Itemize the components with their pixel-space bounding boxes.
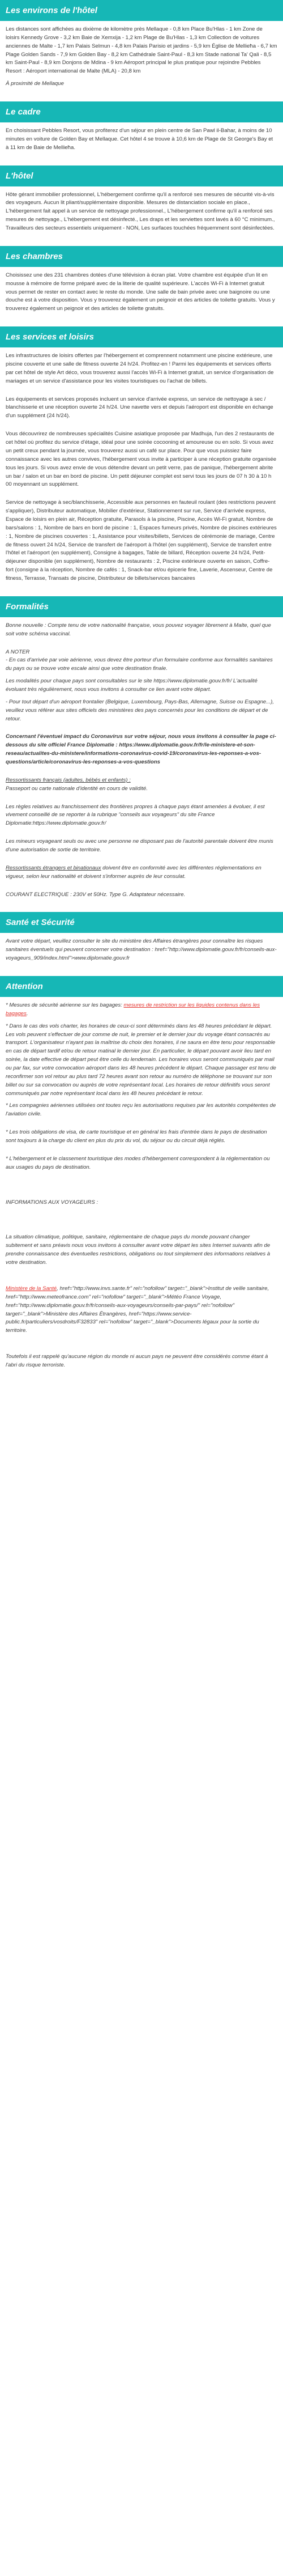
services-text-2: Les équipements et services proposés incluent un service d'arrivée express, un service de nettoyage à sec / blanchisserie et une réception ouverte 24 h/24. Une navette vers et depuis l'aéroport est disponible en échange d'un supplément (24 h/24). xyxy=(6,396,273,419)
formalites-minors: Les mineurs voyageant seuls ou avec une personne ne disposant pas de l'autorité parentale doivent être munis d'une autorisation de sortie de territoire. xyxy=(6,838,273,853)
attention-airlines: * Les compagnies aériennes utilisées ont toutes reçu les autorisations requises par les autorités compétentes de l'aviation civile. xyxy=(6,1102,276,1118)
formalites-foreigners-heading[interactable]: Ressortissants étrangers et binationaux xyxy=(6,864,101,871)
sante-text: Avant votre départ, veuillez consulter le site du ministère des Affaires étrangères pour connaître les risques sanitaires éventuels qui peuvent concerner votre destination : href="http://www.diplomatie.gouv.fr/fr/conseils-aux-voyageurs_909/index.html">www.diplomatie.gouv.fr xyxy=(6,938,277,962)
chambres-text: Choisissez une des 231 chambres dotées d'une télévision à écran plat. Votre chambre est équipée d'un lit en mousse à mémoire de forme préparé avec de la literie de qualité supérieure. L'accès Wi-Fi à Internet gratuit vous permet de rester en contact avec le reste du monde. Une salle de bain privée avec une baignoire ou une douche est à votre disposition. Vous y trouverez également un peignoir et des articles de toilette gratuits. Vous y trouverez également un peignoir et des articles de toilette gratuits. xyxy=(6,271,275,312)
attention-accommodation: * L'hébergement et le classement touristique des modes d'hébergement correspondent à la réglementation ou aux usages du pays de destination. xyxy=(6,1155,270,1170)
environs-proximity: À proximité de Mellaque xyxy=(6,80,64,87)
environs-distances: Les distances sont affichées au dixième de kilomètre près Mellaque - 0,8 km Place Bu'Hlas - 1 km Zone de loisirs Kennedy Grove - 3,2 km Baie de Xemxija - 1,2 km Plage de Bu'Hlas - 1,3 km Collection de voitures anciennes de Malte - 1,7 km Palais Selmun - 4,8 km Palais Parisio et jardins - 5,9 km Église de Mellieħa - 6,7 km Plage Golden Sands - 7,9 km Golden Bay - 8,2 km Cathédrale Saint-Paul - 8,3 km Stade national Ta' Qali - 8,5 km Saint-Paul - 8,9 km Donjons de Mdina - 9 km Aéroport principal le plus pratique pour rejoindre Pebbles Resort : Aéroport international de Malte (MLA) - 20,8 km xyxy=(6,26,277,75)
section-title-hotel: L'hôtel xyxy=(0,165,283,186)
formalites-coronavirus: Concernant l'éventuel impact du Coronavirus sur votre séjour, nous vous invitons à consulter la page ci-dessous du site officiel France Diplomatie : https://www.diplomatie.gouv.fr/fr/le-ministere-et-son-reseau/actualites-du-ministere/informations-coronavirus-covid-19/coronavirus-les-reponses-a-vos-questions/article/coronavirus-les-reponses-a-vos-questions xyxy=(6,733,276,765)
attention-info-heading: INFORMATIONS AUX VOYAGEURS : xyxy=(6,1199,98,1206)
hotel-block xyxy=(0,186,283,246)
attention-luggage-text: * Mesures de sécurité aérienne sur les bagages: xyxy=(6,1002,124,1009)
formalites-good-news: Bonne nouvelle : Compte tenu de votre nationalité française, vous pouvez voyager librement à Malte, quel que soit votre schéma vaccinal. xyxy=(6,622,271,637)
attention-luggage-end: . xyxy=(26,1010,28,1017)
attention-info-text: La situation climatique, politique, sanitaire, réglementaire de chaque pays du monde pouvant changer subitement et sans préavis nous vous invitons à consulter avant votre départ les sites Internet suivants afin de prendre connaissance des éventuelles restrictions, obligations ou tout simplement des informations relatives à votre destination. xyxy=(6,1234,271,1266)
formalites-electric: COURANT ELECTRIQUE : 230V et 50Hz. Type G. Adaptateur nécessaire. xyxy=(6,891,186,898)
formalites-note-3: - Pour tout départ d'un aéroport frontalier (Belgique, Luxembourg, Pays-Bas, Allemagne, Suisse ou Espagne...), veuillez vous référer aux sites officiels des ministères des pays concernés pour les conditions de départ et de retour. xyxy=(6,698,274,722)
attention-luggage-link[interactable]: mesures de restriction sur les liquides contenus dans les bagages xyxy=(6,1002,260,1017)
formalites-border-rules: Les règles relatives au franchissement des frontières propres à chaque pays étant amenées à évoluer, il est vivement conseillé de se reporter à la rubrique "conseils aux voyageurs" du site France Diplomatie:https://www.diplomatie.gouv.fr/ xyxy=(6,803,265,827)
hotel-text: Hôte gérant immobilier professionnel, L'hébergement confirme qu'il a renforcé ses mesures de sécurité vis-à-vis des voyageurs. Aucun lit pliant/supplémentaire disponible. Mesures de distanciation sociale en place., L'hébergement fait appel à un service de nettoyage professionnel., L'hébergement confirme qu'il a renforcé ses mesures de nettoyage., L'hébergement est désinfecté., Les draps et les serviettes sont lavés à 60 °C minimum., Travailleurs des secteurs essentiels uniquement - NON, Les surfaces touchées fréquemment sont désinfectées. xyxy=(6,191,275,232)
attention-links-text: , href="http://www.invs.sante.fr" rel="nofollow" target="_blank">Institut de veille sanitaire, href="http://www.meteofrance.com" rel="nofollow" target="_blank">Météo France Voyage, href="http://www.diplomatie.gouv.fr/fr/conseils-aux-voyageurs/conseils-par-pays/" rel="nofollow" target="_blank">Ministère des Affaires Étrangères, href="https://www.service-public.fr/particuliers/vosdroits/F32833" rel="nofollow" target="_blank">Documents légaux pour la sortie du territoire. xyxy=(6,1285,269,1334)
attention-block xyxy=(0,997,283,1383)
section-title-services: Les services et loisirs xyxy=(0,326,283,347)
attention-health-ministry-link[interactable]: Ministère de la Santé xyxy=(6,1285,57,1292)
cadre-block xyxy=(0,122,283,165)
section-title-formalites: Formalités xyxy=(0,596,283,617)
services-block xyxy=(0,347,283,596)
services-text-4: Service de nettoyage à sec/blanchisserie, Accessible aux personnes en fauteuil roulant (des restrictions peuvent s'appliquer), Distributeur automatique, Mobilier d'extérieur, Stationnement sur rue, Service d'arrivée express, Espace de loisirs en plein air, Réception gratuite, Parasols à la piscine, Piscine, Accès Wi-Fi gratuit, Nombre de bars/salons : 1, Nombre de bars en bord de piscine : 1, Espaces fumeurs privés, Nombre de piscines extérieures : 1, Nombre de piscines couvertes : 1, Assistance pour visites/billets, Services de cérémonie de mariage, Centre de fitness ouvert 24 h/24, Service de transfert de l'aéroport à l'hôtel (en supplément), Service de transfert entre l'hôtel et l'aéroport (en supplément), Consigne à bagages, Table de billard, Réception ouverte 24 h/24, Petit-déjeuner disponible (en supplément), Nombre de restaurants : 2, Piscine extérieure ouverte en saison, Coffre-fort (consigne à la réception, Nombre de cafés : 1, Snack-bar et/ou épicerie fine, Laverie, Ascenseur, Centre de fitness, Terrasse, Transats de piscine, Distributeur de billets/services bancaires xyxy=(6,499,277,582)
services-text-1: Les infrastructures de loisirs offertes par l'hébergement et comprennent notamment une piscine extérieure, une piscine couverte et une salle de fitness ouverte 24 h/24. Profitez-en ! Parmi les équipements et services offerts par cet hôtel de style Art déco, vous trouverez aussi l'accès Wi-Fi à Internet gratuit, un service d'organisation de mariages et un service d'assistance pour les visites touristiques ou l'achat de billets. xyxy=(6,353,274,384)
attention-visa: * Les trois obligations de visa, de carte touristique et en général les frais d'entrée dans le pays de destination sont toujours à la charge du client en plus du prix du vol, du séjour ou du circuit déjà réglés. xyxy=(6,1129,267,1144)
section-title-chambres: Les chambres xyxy=(0,246,283,267)
section-title-environs: Les environs de l'hôtel xyxy=(0,0,283,21)
chambres-block xyxy=(0,267,283,326)
attention-terrorism: Toutefois il est rappelé qu'aucune région du monde ni aucun pays ne peuvent être considérés comme étant à l'abri du risque terroriste. xyxy=(6,1353,268,1368)
formalites-nationals-heading: Ressortissants français (adultes, bébés et enfants) : xyxy=(6,776,131,783)
cadre-text: En choisissant Pebbles Resort, vous profiterez d'un séjour en plein centre de San Pawl il-Bahar, à moins de 10 minutes en voiture de Golden Bay et Mellaque. Cet hôtel 4 se trouve à 10,6 km de Plage de St George's Bay et à 11 km de Baie de Mellieħa. xyxy=(6,128,273,151)
attention-charter: * Dans le cas des vols charter, les horaires de ceux-ci sont déterminés dans les 48 heures précédant le départ. Les vols peuvent s'effectuer de jour comme de nuit, le premier et le dernier jour du voyage étant consacrés au transport. L'organisateur n'ayant pas la maîtrise du choix des horaires, il ne saura en être tenu pour responsable en cas de départ tardif et/ou de retour matinal le dernier jour. En particulier, le départ pouvant avoir lieu tard en soirée, la date effective de départ peut être celle du lendemain. Les horaires vous seront communiqués par mail ou par fax, sur votre convocation aéroport dans les 48 heures précédent le départ. Chaque passager est tenu de reconfirmer son vol retour au plus tard 72 heures avant son retour au numéro de téléphone se trouvant sur son billet ou sur sa convocation ou auprès de votre représentant local. Les horaires de retour définitifs vous seront communiqués par notre représentant local dans les 48 heures précédant le retour. xyxy=(6,1022,276,1097)
section-title-attention: Attention xyxy=(0,976,283,997)
formalites-note-1: - En cas d'arrivée par voie aérienne, vous devez être porteur d'un formulaire conforme aux formalités sanitaires du pays ou se trouve votre escale ainsi que votre destination finale. xyxy=(6,657,273,672)
formalites-foreigners-text: doivent être en conformité avec les différentes réglementations en vigueur, selon leur nationalité et doivent s'informer auprès de leur consulat. xyxy=(6,864,261,880)
formalites-block xyxy=(0,617,283,913)
formalites-note-heading: A NOTER xyxy=(6,648,30,655)
environs-block xyxy=(0,21,283,101)
section-title-cadre: Le cadre xyxy=(0,101,283,122)
section-title-sante: Santé et Sécurité xyxy=(0,912,283,933)
formalites-note-2: Les modalités pour chaque pays sont consultables sur le site https://www.diplomatie.gouv.fr/fr/ L'actualité évoluant très régulièrement, nous vous invitons à consulter ce lien avant votre départ. xyxy=(6,678,258,693)
sante-block xyxy=(0,933,283,976)
services-text-3: Vous découvrirez de nombreuses spécialités Cuisine asiatique proposée par Madhuja, l'un des 2 restaurants de cet hôtel où profitez du service d'étage, idéal pour une soirée cocooning et amoureuse ou en solo. Si vous avez un petit creux pendant la journée, vous trouverez aussi un café sur place. Pour que vous puissiez faire connaissance avec les autres convives, l'hébergement vous invite à participer à une réception gratuite organisée tous les jours. Si vous avez envie de vous détendre devant un petit verre, pas de panique, l'hébergement abrite un bar / salon et un bar en bord de piscine. Un petit déjeuner complet est servi tous les jours de 07 h 30 à 10 h 00 moyennant un supplément. xyxy=(6,431,277,488)
formalites-nationals-text: Passeport ou carte nationale d'identité en cours de validité. xyxy=(6,785,148,792)
